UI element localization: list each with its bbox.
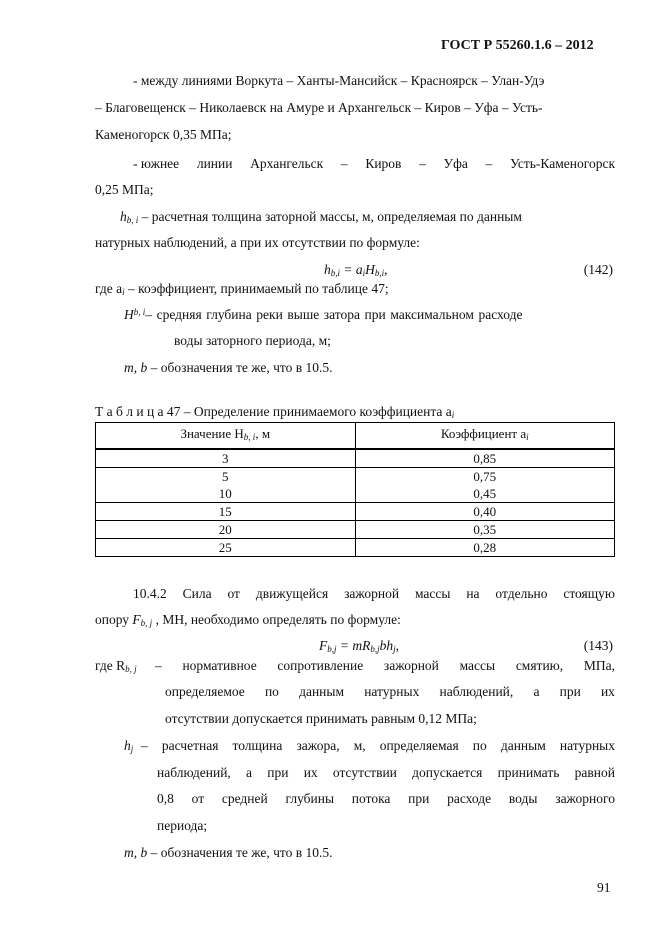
subscript: j bbox=[130, 744, 134, 754]
subscript: b,i bbox=[330, 268, 341, 278]
note-text: – обозначения те же, что в 10.5. bbox=[147, 360, 333, 375]
header-text: Коэффициент a bbox=[440, 426, 527, 441]
word: движущейся bbox=[255, 586, 329, 601]
subscript: b, j bbox=[140, 618, 153, 628]
word: зажорной bbox=[383, 658, 439, 673]
word: определяемое bbox=[165, 684, 245, 699]
variable: F bbox=[132, 612, 141, 627]
formula-var: = mR bbox=[336, 638, 371, 653]
formula-number: (142) bbox=[583, 262, 613, 277]
word: - южнее bbox=[133, 156, 180, 171]
word: зажора, bbox=[296, 738, 340, 753]
text-line: воды заторного периода, м; bbox=[174, 333, 331, 348]
formula-142 bbox=[324, 262, 388, 278]
subscript: i bbox=[122, 287, 125, 297]
word: нормативное bbox=[182, 658, 257, 673]
header-unit: , м bbox=[255, 426, 271, 441]
cell-coefficient: 0,40 bbox=[355, 503, 615, 521]
word: стоящую bbox=[563, 586, 615, 601]
word: – bbox=[419, 156, 426, 171]
word: натурных bbox=[364, 684, 420, 699]
cell-coefficient: 0,35 bbox=[355, 521, 615, 539]
text-line: - между линиями Воркута – Ханты-Мансийск – Красноярск – Улан-Удэ bbox=[133, 73, 545, 88]
word: равной bbox=[574, 765, 615, 780]
formula-var: F bbox=[319, 638, 328, 653]
text-line: 0,25 МПа; bbox=[95, 182, 154, 197]
definition-R-label bbox=[95, 658, 137, 674]
definition-hbi bbox=[120, 209, 522, 225]
definition-text: – средняя глубина реки выше затора при максимальном расходе bbox=[145, 307, 523, 322]
definition-Hbi bbox=[124, 307, 615, 323]
table-47 bbox=[95, 422, 615, 557]
text-line-justified bbox=[133, 156, 615, 172]
subscript: b,j bbox=[370, 644, 380, 654]
word: средней bbox=[221, 791, 268, 806]
table-row bbox=[96, 539, 615, 557]
formula-var: bh bbox=[379, 638, 394, 653]
word: их bbox=[303, 765, 318, 780]
word: данным bbox=[299, 684, 345, 699]
word: глубины bbox=[285, 791, 335, 806]
definition-ai bbox=[95, 281, 389, 297]
word: расчетная bbox=[161, 738, 219, 753]
subscript: b, i bbox=[243, 432, 256, 442]
cell-coefficient: 0,28 bbox=[355, 539, 615, 557]
cell-depth: 3 bbox=[96, 449, 356, 468]
word: отдельно bbox=[495, 586, 548, 601]
subscript: j bbox=[393, 644, 396, 654]
cell-depth: 20 bbox=[96, 521, 356, 539]
subscript: i bbox=[362, 268, 366, 278]
word: Киров bbox=[365, 156, 402, 171]
word: при bbox=[267, 765, 289, 780]
word: – bbox=[485, 156, 493, 171]
formula-number: (143) bbox=[583, 638, 613, 653]
text-line-justified bbox=[133, 586, 615, 602]
word: – bbox=[141, 738, 148, 753]
document-header: ГОСТ Р 55260.1.6 – 2012 bbox=[441, 38, 594, 53]
subscript: i bbox=[451, 410, 455, 420]
definition-hj-label bbox=[124, 738, 133, 754]
text-line-justified bbox=[165, 684, 615, 700]
table-row bbox=[96, 485, 615, 503]
word: сопротивление bbox=[277, 658, 364, 673]
word: наблюдений, bbox=[157, 765, 231, 780]
word: зажорного bbox=[555, 791, 615, 806]
word: – bbox=[340, 156, 348, 171]
table-body bbox=[96, 449, 615, 557]
word: Усть-Каменогорск bbox=[509, 156, 615, 171]
word: 10.4.2 bbox=[133, 586, 167, 601]
word: данным bbox=[500, 738, 546, 753]
word: линии bbox=[196, 156, 233, 171]
word: допускается bbox=[412, 765, 483, 780]
note-mb bbox=[124, 360, 333, 376]
word: наблюдений, bbox=[439, 684, 514, 699]
formula-punct: , bbox=[395, 638, 400, 653]
subscript: b, j bbox=[125, 664, 137, 674]
subscript: b, i bbox=[126, 215, 139, 225]
text-line: – Благовещенск – Николаевск на Амуре и Архангельск – Киров – Уфа – Усть- bbox=[95, 100, 543, 115]
definition-prefix: где a bbox=[95, 281, 123, 296]
word: массы bbox=[459, 658, 496, 673]
cell-coefficient: 0,85 bbox=[355, 449, 615, 468]
word: – bbox=[155, 658, 162, 673]
word: а bbox=[533, 684, 540, 699]
word: определяемая bbox=[379, 738, 459, 753]
variable: h bbox=[120, 209, 127, 224]
text-line: периода; bbox=[157, 818, 208, 833]
subscript: b,i bbox=[374, 268, 385, 278]
formula-var: = a bbox=[340, 262, 363, 277]
subscript: b, i bbox=[133, 307, 146, 317]
word: массы bbox=[414, 586, 451, 601]
text-line bbox=[95, 612, 401, 628]
word: от bbox=[191, 791, 205, 806]
word: смятию, bbox=[515, 658, 564, 673]
table-row bbox=[96, 449, 615, 468]
word: на bbox=[466, 586, 480, 601]
word: а bbox=[246, 765, 253, 780]
word: их bbox=[600, 684, 615, 699]
table-row bbox=[96, 503, 615, 521]
word: натурных bbox=[559, 738, 615, 753]
formula-var: H bbox=[365, 262, 375, 277]
cell-depth: 15 bbox=[96, 503, 356, 521]
word: 0,8 bbox=[157, 791, 174, 806]
word: зажорной bbox=[344, 586, 400, 601]
text-line-justified bbox=[141, 738, 615, 754]
subscript: i bbox=[526, 432, 529, 442]
definition-text: – расчетная толщина заторной массы, м, определяемая по данным bbox=[138, 209, 522, 224]
table-header-row bbox=[96, 423, 615, 450]
header-text: Значение H bbox=[180, 426, 244, 441]
word: толщина bbox=[232, 738, 283, 753]
table-caption bbox=[95, 404, 454, 420]
word: воды bbox=[508, 791, 538, 806]
note-text: – обозначения те же, что в 10.5. bbox=[147, 845, 333, 860]
variable: h bbox=[124, 738, 131, 753]
text-line-justified bbox=[157, 765, 615, 781]
word: при bbox=[408, 791, 430, 806]
cell-coefficient: 0,45 bbox=[355, 485, 615, 503]
subscript: b,j bbox=[327, 644, 337, 654]
definition-text: – коэффициент, принимаемый по таблице 47; bbox=[124, 281, 389, 296]
page-number: 91 bbox=[597, 880, 611, 895]
word: по bbox=[472, 738, 487, 753]
cell-depth: 5 bbox=[96, 468, 356, 486]
word: от bbox=[227, 586, 240, 601]
word: отсутствии bbox=[332, 765, 397, 780]
note-mb bbox=[124, 845, 333, 861]
word: потока bbox=[351, 791, 391, 806]
word: Уфа bbox=[443, 156, 468, 171]
definition-prefix: где R bbox=[95, 658, 126, 673]
text-line: отсутствии допускается принимать равным 0,12 МПа; bbox=[165, 711, 477, 726]
cell-depth: 10 bbox=[96, 485, 356, 503]
word: м, bbox=[353, 738, 366, 753]
formula-var: h bbox=[324, 262, 331, 277]
text-line: натурных наблюдений, а при их отсутствии по формуле: bbox=[95, 235, 420, 250]
cell-depth: 25 bbox=[96, 539, 356, 557]
text-run: опору bbox=[95, 612, 133, 627]
variable: m, b bbox=[124, 845, 148, 860]
formula-143 bbox=[319, 638, 399, 654]
word: расходе bbox=[447, 791, 492, 806]
column-header-h bbox=[96, 423, 356, 450]
word: Архангельск bbox=[250, 156, 324, 171]
text-line-justified bbox=[157, 791, 615, 807]
word: при bbox=[559, 684, 581, 699]
word: Сила bbox=[182, 586, 212, 601]
word: МПа, bbox=[583, 658, 615, 673]
formula-punct: , bbox=[384, 262, 388, 277]
table-row bbox=[96, 468, 615, 486]
word: по bbox=[264, 684, 279, 699]
variable: m, b bbox=[124, 360, 148, 375]
variable: H bbox=[124, 307, 134, 322]
table-row bbox=[96, 521, 615, 539]
text-line-justified bbox=[155, 658, 615, 674]
text-line: Каменогорск 0,35 МПа; bbox=[95, 127, 232, 142]
text-run: , МН, необходимо определять по формуле: bbox=[152, 612, 401, 627]
cell-coefficient: 0,75 bbox=[355, 468, 615, 486]
column-header-k bbox=[355, 423, 615, 450]
word: принимать bbox=[497, 765, 560, 780]
caption-text: Т а б л и ц а 47 – Определение принимаемого коэффициента a bbox=[95, 404, 452, 419]
